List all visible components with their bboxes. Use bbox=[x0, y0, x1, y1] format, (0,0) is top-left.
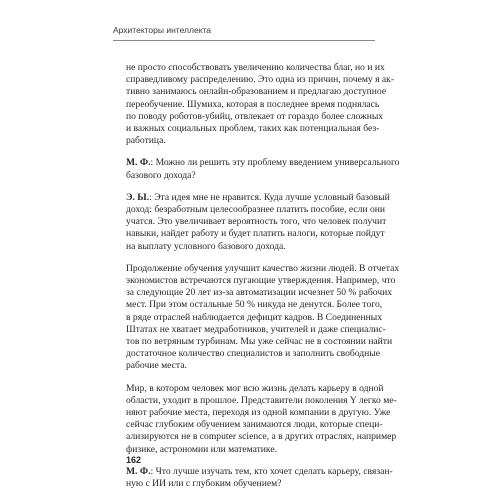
text-line: сейчас глубоким обучением занимаются люди, которые специ- bbox=[126, 419, 383, 431]
text-line: достаточное количество специалистов и заполнить свободные bbox=[126, 348, 380, 360]
paragraph-2-question bbox=[126, 157, 400, 181]
text-line: учатся. Это увеличивает вероятность того, что человек получит bbox=[126, 216, 387, 228]
paragraph-6-question bbox=[126, 465, 393, 490]
speaker-label: М. Ф. bbox=[126, 465, 151, 477]
text-line: справедливому распределению. Это одна из причин, почему я ак- bbox=[126, 74, 395, 86]
text-line: базового дохода? bbox=[126, 169, 196, 181]
page-number: 162 bbox=[126, 455, 142, 465]
line-text: : Что лучше изучать тем, кто хочет сделать карьеру, связан- bbox=[150, 465, 393, 477]
paragraph-5 bbox=[126, 382, 397, 456]
running-header: Архитекторы интеллекта bbox=[113, 25, 212, 35]
text-line: экономистов встречаются пугающие утверждения. Например, что bbox=[126, 275, 396, 287]
text-line: работица. bbox=[126, 135, 166, 147]
text-line: области, уходит в прошлое. Представители поколения Y легко ме- bbox=[126, 394, 397, 406]
paragraph-4 bbox=[126, 262, 400, 373]
text-line: в ряде отраслей наблюдается дефицит кадров. В Соединенных bbox=[126, 311, 383, 323]
text-line: доход: безработным целесообразнее платить пособие, если они bbox=[126, 204, 386, 216]
speaker-label: Э. Ы. bbox=[126, 191, 150, 203]
body-text bbox=[126, 62, 400, 500]
text-line: Штатах не хватает медработников, учителей и даже специалис- bbox=[126, 323, 386, 335]
text-line: тивно занимаюсь онлайн-образованием и предлагаю доступное bbox=[126, 86, 387, 98]
speaker-label: М. Ф. bbox=[126, 157, 151, 169]
text-line: няют рабочие места, переходя из одной компании в другую. Уже bbox=[126, 407, 391, 419]
header-rule bbox=[113, 40, 375, 41]
text-line: Мир, в котором человек мог всю жизнь делать карьеру в одной bbox=[126, 382, 384, 394]
text-line bbox=[126, 191, 390, 204]
text-line: за следующие 20 лет из-за автоматизации исчезнет 50 % рабочих bbox=[126, 287, 393, 299]
paragraph-3-answer bbox=[126, 191, 390, 253]
text-line: мест. При этом остальные 50 % никуда не денутся. Более того, bbox=[126, 299, 383, 311]
text-line: на выплату условного базового дохода. bbox=[126, 240, 286, 252]
text-line: не просто способствовать увеличению количества благ, но и их bbox=[126, 62, 385, 73]
line-text: : Можно ли решить эту проблему введением универсального bbox=[150, 157, 400, 169]
text-line bbox=[126, 465, 393, 478]
text-line: ную с ИИ или с глубоким обучением? bbox=[126, 478, 282, 490]
text-line: по поводу роботов-убийц, отвлекает от гораздо более сложных bbox=[126, 110, 384, 122]
text-line: Продолжение обучения улучшит качество жизни людей. В отчетах bbox=[126, 262, 400, 274]
text-line: тов по ветряным турбинам. Мы уже сейчас не в состоянии найти bbox=[126, 336, 393, 348]
text-line: физике, астрономии или математике. bbox=[126, 443, 277, 455]
paragraph-1 bbox=[126, 62, 395, 147]
text-line: переобучение. Шумиха, которая в последнее время поднялась bbox=[126, 98, 380, 110]
text-line: и важных социальных проблем, таких как потенциальная без- bbox=[126, 123, 380, 135]
text-line bbox=[126, 157, 400, 169]
text-line: ализируются не в computer science, а в других отраслях, например bbox=[126, 431, 397, 443]
line-text: : Эта идея мне не нравится. Куда лучше условный базовый bbox=[149, 191, 390, 203]
text-line: рабочие места. bbox=[126, 360, 187, 372]
text-line: навыки, найдет работу и будет платить налоги, которые пойдут bbox=[126, 228, 385, 240]
